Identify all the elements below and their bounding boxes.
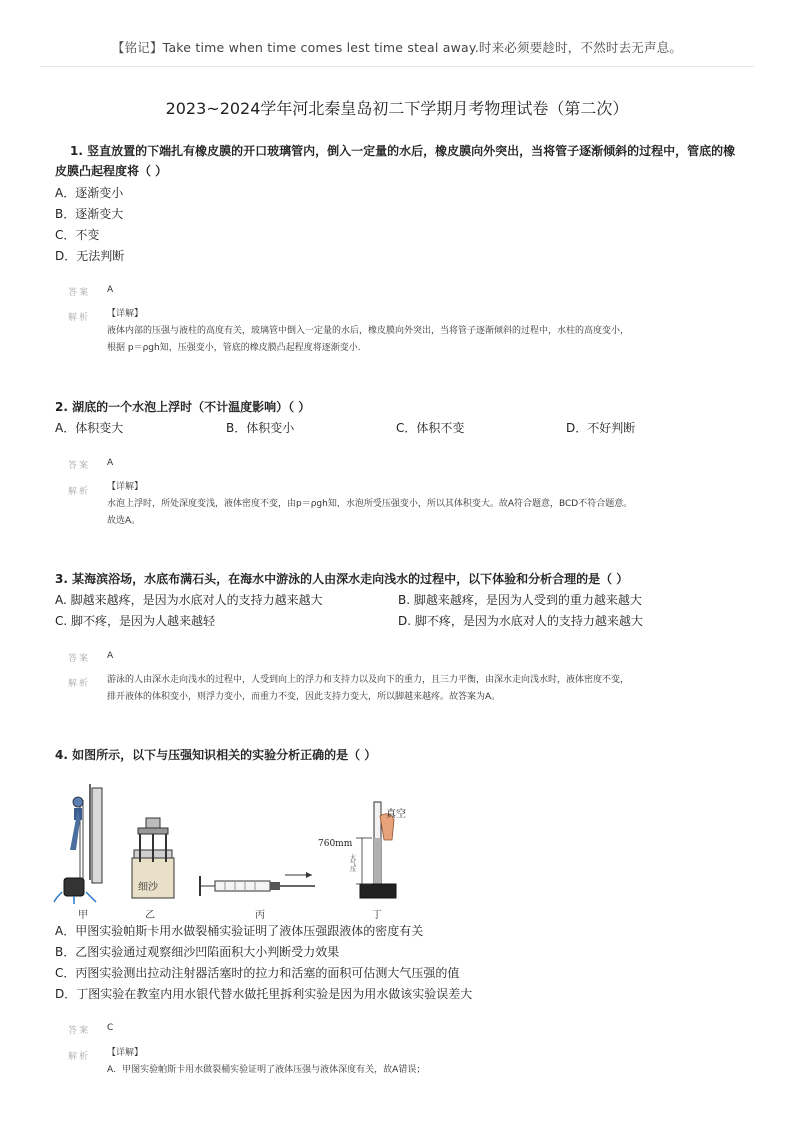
- question-1-option-c: C．不变: [55, 228, 100, 242]
- question-3-answer: A: [107, 651, 114, 661]
- question-2-stem: 2. 湖底的一个水泡上浮时（不计温度影响）（ ）: [55, 400, 311, 414]
- question-1-stem-line-2: 皮膜凸起程度将（ ）: [55, 164, 168, 178]
- question-2-option-b: B．体积变小: [226, 421, 295, 435]
- question-4-figure: [50, 780, 420, 920]
- analysis-line: 故选A。: [107, 516, 141, 526]
- question-1-option-a: A．逐渐变小: [55, 186, 124, 200]
- question-4-option-d: D．丁图实验在教室内用水银代替水做托里拆利实验是因为用水做该实验误差大: [55, 987, 473, 1001]
- detail-label: 【详解】: [107, 482, 144, 492]
- question-4-answer: C: [107, 1023, 114, 1033]
- question-2-option-d: D．不好判断: [566, 421, 636, 435]
- question-1-option-b: B．逐渐变大: [55, 207, 124, 221]
- figure-syringe: [200, 872, 315, 896]
- question-2-option-a: A．体积变大: [55, 421, 124, 435]
- question-1-analysis-tag: 解析: [68, 313, 91, 323]
- question-2-option-c: C．体积不变: [396, 421, 465, 435]
- figure-sand-table: [132, 818, 174, 898]
- caption-ding: 丁: [372, 910, 382, 920]
- vacuum-label: 真空: [386, 809, 406, 820]
- question-4-answer-tag: 答案: [68, 1026, 91, 1036]
- question-2-analysis-tag: 解析: [68, 487, 91, 497]
- question-1-stem-line-1: 1. 竖直放置的下端扎有橡皮膜的开口玻璃管内，倒入一定量的水后，橡皮膜向外突出，当将管子逐渐倾斜的过程中，管底的橡: [70, 144, 736, 158]
- question-3-analysis-tag: 解析: [68, 679, 91, 689]
- question-3-option-c: C. 脚不疼，是因为人越来越轻: [55, 614, 216, 628]
- air-pressure-label: 大气压: [348, 854, 356, 872]
- question-1-analysis: [107, 306, 629, 357]
- analysis-line: A．甲图实验帕斯卡用水做裂桶实验证明了液体压强与液体深度有关，故A错误；: [107, 1065, 426, 1075]
- analysis-line: 水泡上浮时，所处深度变浅，液体密度不变，由p＝ρgh知，水泡所受压强变小，所以其体积变大。故A符合题意，BCD不符合题意。: [107, 499, 633, 509]
- detail-label: 【详解】: [107, 309, 144, 319]
- question-1-option-d: D．无法判断: [55, 249, 125, 263]
- detail-label: 【详解】: [107, 1048, 144, 1058]
- question-3-option-d: D. 脚不疼，是因为水底对人的支持力越来越大: [398, 614, 643, 628]
- mm-label: 760mm: [318, 839, 353, 849]
- question-4-analysis-tag: 解析: [68, 1052, 91, 1062]
- question-2-analysis: [107, 479, 632, 530]
- figure-torricelli: [318, 802, 406, 898]
- question-2-answer: A: [107, 458, 114, 468]
- question-3-analysis: [107, 672, 629, 706]
- figure-pascal-barrel: [54, 784, 102, 904]
- caption-bing: 丙: [255, 910, 265, 920]
- caption-jia: 甲: [78, 910, 88, 920]
- analysis-line: 液体内部的压强与液柱的高度有关，玻璃管中倒入一定量的水后，橡皮膜向外突出，当将管子逐渐倾斜的过程中，水柱的高度变小，: [107, 326, 630, 336]
- question-4-stem: 4. 如图所示，以下与压强知识相关的实验分析正确的是（ ）: [55, 748, 377, 762]
- question-3-answer-tag: 答案: [68, 654, 91, 664]
- caption-yi: 乙: [145, 910, 155, 920]
- question-1-answer-tag: 答案: [68, 288, 91, 298]
- question-1-answer: A: [107, 285, 114, 295]
- question-2-answer-tag: 答案: [68, 461, 91, 471]
- analysis-line: 排开液体的体积变小，则浮力变小，而重力不变，因此支持力变大，所以脚越来越疼。故答案为A。: [107, 692, 501, 702]
- question-3-option-a: A. 脚越来越疼，是因为水底对人的支持力越来越大: [55, 593, 323, 607]
- sand-label: 细沙: [138, 882, 158, 893]
- analysis-line: 根据 p＝ρgh知，压强变小，管底的橡皮膜凸起程度将逐渐变小.: [107, 343, 361, 353]
- question-4-option-b: B．乙图实验通过观察细沙凹陷面积大小判断受力效果: [55, 945, 340, 959]
- page-title: 2023~2024学年河北秦皇岛初二下学期月考物理试卷（第二次）: [165, 99, 629, 118]
- question-4-option-a: A．甲图实验帕斯卡用水做裂桶实验证明了液体压强跟液体的密度有关: [55, 924, 424, 938]
- question-3-stem: 3. 某海滨浴场，水底布满石头，在海水中游泳的人由深水走向浅水的过程中，以下体验和分析合理的是（ ）: [55, 572, 629, 586]
- question-3-option-b: B. 脚越来越疼，是因为人受到的重力越来越大: [398, 593, 642, 607]
- question-4-option-c: C．丙图实验测出拉动注射器活塞时的拉力和活塞的面积可估测大气压强的值: [55, 966, 460, 980]
- question-4-analysis: [107, 1045, 425, 1079]
- motto: 【铭记】Take time when time comes lest time steal away.时来必须要趁时，不然时去无声息。: [111, 40, 683, 55]
- motto-divider: [40, 66, 754, 67]
- analysis-line: 游泳的人由深水走向浅水的过程中，人受到向上的浮力和支持力以及向下的重力，且三力平衡，由深水走向浅水时，液体密度不变，: [107, 675, 630, 685]
